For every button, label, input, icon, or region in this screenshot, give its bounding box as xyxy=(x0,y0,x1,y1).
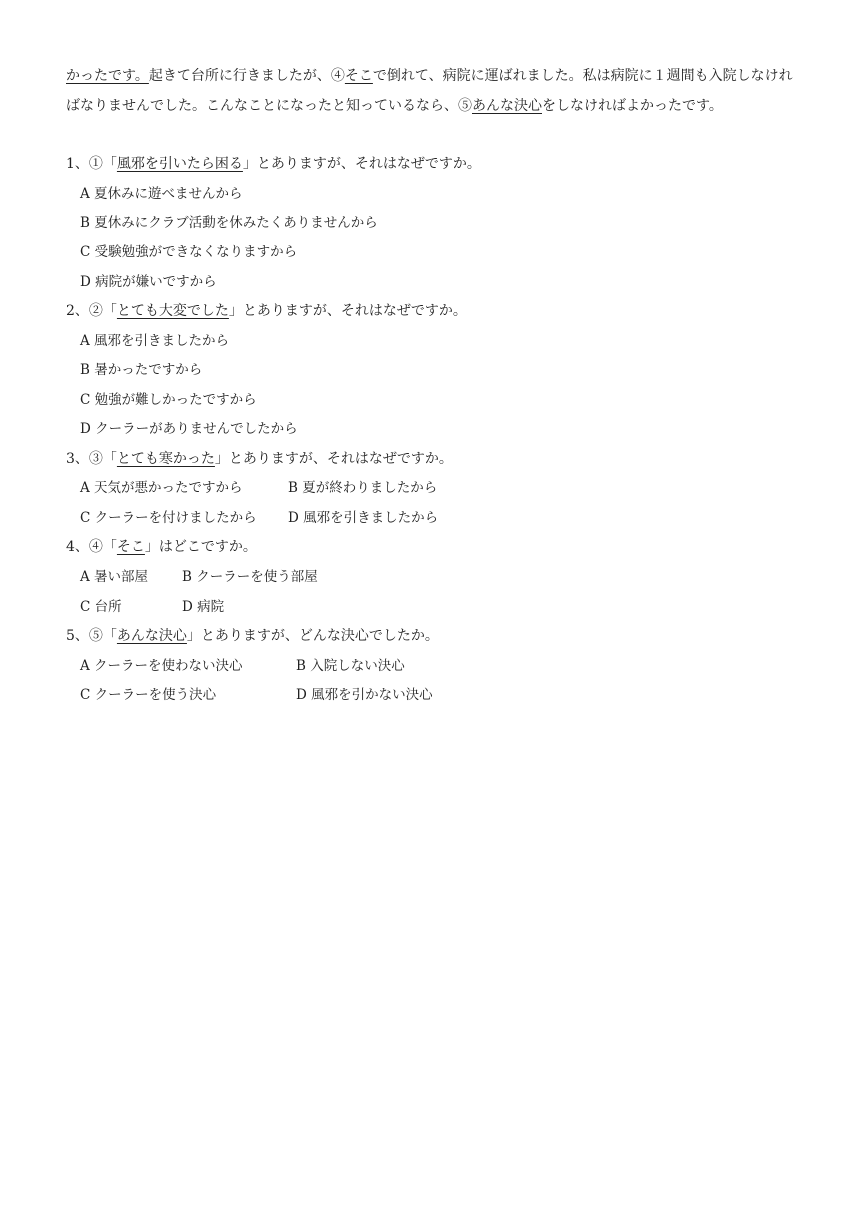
question-2-option-b: B 暑かったですから xyxy=(80,362,203,378)
question-suffix: 」とありますが、それはなぜですか。 xyxy=(242,156,481,172)
question-4-option-d: D 病院 xyxy=(182,599,225,615)
question-5-option-b: B 入院しない決心 xyxy=(296,658,405,674)
question-2-option-d: D クーラーがありませんでしたから xyxy=(80,421,298,437)
question-prefix: 4、④「 xyxy=(66,539,117,555)
question-prefix: 5、⑤「 xyxy=(66,628,117,644)
passage-underlined-text: あんな決心 xyxy=(472,97,542,114)
question-suffix: 」とありますが、どんな決心でしたか。 xyxy=(186,628,439,644)
question-3 xyxy=(66,449,453,469)
question-quote: そこ xyxy=(116,539,145,555)
question-suffix: 」とありますが、それはなぜですか。 xyxy=(228,303,467,319)
question-3-option-b: B 夏が終わりましたから xyxy=(288,480,438,496)
reading-passage xyxy=(66,62,798,121)
question-2-option-a: A 風邪を引きましたから xyxy=(80,333,230,349)
passage-underlined-text: そこ xyxy=(344,68,373,84)
passage-text: で倒れて、病院に運ばれました。私は病院に１週間も入院しなければなりませんでした。こんなことになったと知っているなら、⑤ xyxy=(66,68,793,114)
passage-text: 起きて台所に行きましたが、④ xyxy=(148,68,345,84)
question-4-option-b: B クーラーを使う部屋 xyxy=(182,569,318,585)
passage-text: をしなければよかったです。 xyxy=(542,97,723,114)
question-quote: あんな決心 xyxy=(116,628,187,644)
question-quote: とても大変でした xyxy=(116,303,229,319)
question-prefix: 3、③「 xyxy=(66,451,117,467)
question-4-option-c: C 台所 xyxy=(80,599,122,615)
question-3-option-d: D 風邪を引きましたから xyxy=(288,510,439,526)
question-5-option-c: C クーラーを使う決心 xyxy=(80,687,217,703)
question-suffix: 」はどこですか。 xyxy=(144,539,257,555)
question-prefix: 1、①「 xyxy=(66,156,117,172)
question-1-option-b: B 夏休みにクラブ活動を休みたくありませんから xyxy=(80,215,378,231)
question-5-option-a: A クーラーを使わない決心 xyxy=(80,658,243,674)
question-5-option-d: D 風邪を引かない決心 xyxy=(296,687,433,703)
question-quote: 風邪を引いたら困る xyxy=(116,156,243,172)
question-prefix: 2、②「 xyxy=(66,303,117,319)
question-3-option-c: C クーラーを付けましたから xyxy=(80,510,257,526)
question-1-option-d: D 病院が嫌いですから xyxy=(80,274,217,290)
question-suffix: 」とありますが、それはなぜですか。 xyxy=(214,451,453,467)
question-quote: とても寒かった xyxy=(116,451,215,467)
question-1-option-c: C 受験勉強ができなくなりますから xyxy=(80,244,298,260)
question-4 xyxy=(66,537,257,557)
question-2-option-c: C 勉強が難しかったですから xyxy=(80,392,257,408)
question-2 xyxy=(66,301,467,321)
question-3-option-a: A 天気が悪かったですから xyxy=(80,480,243,496)
passage-underlined-text: かったです。 xyxy=(66,68,149,84)
question-1-option-a: A 夏休みに遊べませんから xyxy=(80,186,243,202)
question-5 xyxy=(66,626,439,646)
question-1 xyxy=(66,154,481,174)
question-4-option-a: A 暑い部屋 xyxy=(80,569,149,585)
